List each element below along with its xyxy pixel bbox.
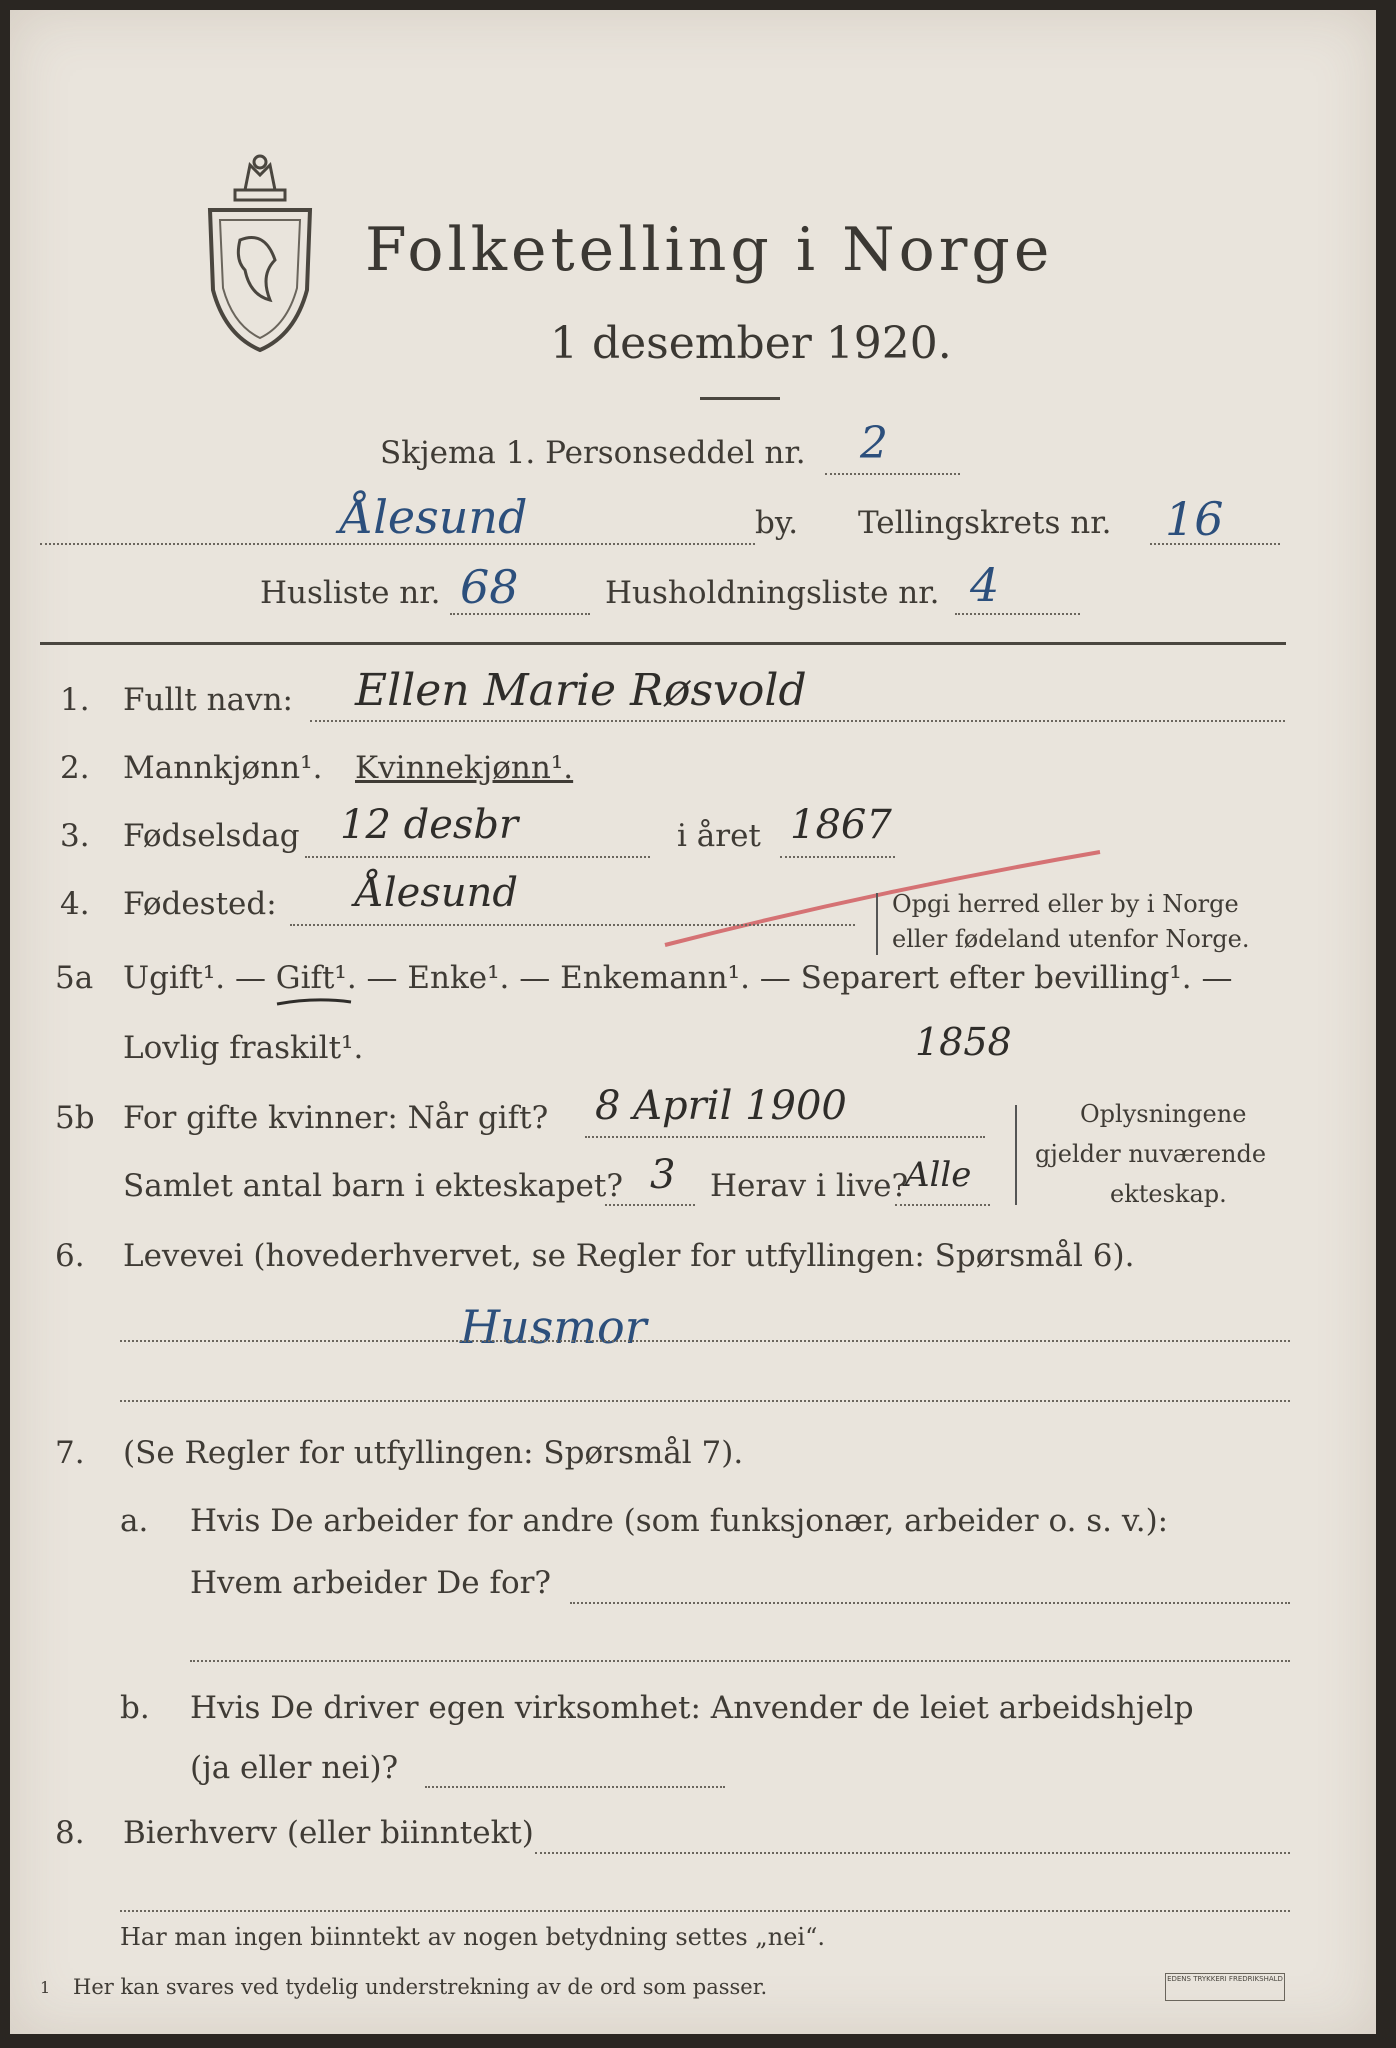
q7a-dots-2 [190,1660,1290,1662]
q6-label: Levevei (hovederhvervet, se Regler for utfyllingen: Spørsmål 6). [123,1238,1135,1274]
form-date: 1 desember 1920. [550,318,952,369]
gift-underline [275,995,355,1009]
q3-dots [305,856,650,858]
q7a-dots-1 [570,1602,1290,1604]
husholdningsliste-dots [955,613,1080,615]
q8-dots-2 [120,1910,1290,1912]
q3-year: 1867 [790,802,892,848]
q4-note-1: Opgi herred eller by i Norge [892,890,1239,918]
q8-number: 8. [55,1815,85,1851]
printer-stamp: EDENS TRYKKERI FREDRIKSHALD [1165,1973,1285,2001]
q2-kvinnekjonn: Kvinnekjønn¹. [355,750,574,786]
q5b-note-1: Oplysningene [1080,1100,1247,1128]
title-divider [700,397,780,400]
q5b-brace [1015,1105,1017,1205]
q6-number: 6. [55,1238,85,1274]
q5b-correction: 1858 [915,1020,1012,1064]
q7-label: (Se Regler for utfyllingen: Spørsmål 7). [123,1435,744,1471]
q3-value: 12 desbr [340,802,519,848]
by-value: Ålesund [340,490,528,544]
header-rule [40,642,1286,645]
q6-value: Husmor [460,1300,647,1354]
skjema-label: Skjema 1. Personseddel nr. [380,435,806,471]
by-label: by. [755,505,799,541]
q3-number: 3. [60,818,90,854]
q5b-note-2: gjelder nuværende [1035,1140,1267,1168]
q5b-value: 8 April 1900 [595,1083,847,1129]
q5b-children-dots [605,1204,695,1206]
q4-number: 4. [60,886,90,922]
q4-label: Fødested: [123,886,277,922]
q8-label: Bierhverv (eller biinntekt) [123,1815,534,1851]
q4-brace [876,893,878,955]
tellingskrets-nr: 16 [1165,492,1224,546]
personseddel-nr: 2 [860,418,888,469]
q7-number: 7. [55,1435,85,1471]
q5b-alive-dots [895,1204,990,1206]
q4-value: Ålesund [355,870,519,916]
q5b-children-label: Samlet antal barn i ekteskapet? [123,1168,623,1204]
q3-year-label: i året [677,818,761,854]
q5a-number: 5a [55,960,94,996]
q1-number: 1. [60,682,90,718]
q5b-note-3: ekteskap. [1110,1180,1227,1208]
q3-label: Fødselsdag [123,818,300,854]
form-title: Folketelling i Norge [365,215,1054,285]
q5b-label: For gifte kvinner: Når gift? [123,1100,549,1136]
husliste-nr: 68 [460,560,519,614]
q5b-alive: Alle [905,1155,972,1195]
q7b-text: Hvis De driver egen virksomhet: Anvender de leiet arbeidshjelp [190,1690,1194,1726]
q5b-children: 3 [650,1152,676,1198]
husholdningsliste-label: Husholdningsliste nr. [605,575,940,611]
tellingskrets-label: Tellingskrets nr. [858,505,1112,541]
q1-label: Fullt navn: [123,682,293,718]
footnote-marker: 1 [40,1978,51,1997]
q7b-dots [425,1786,725,1788]
q1-value: Ellen Marie Røsvold [355,665,807,716]
husliste-label: Husliste nr. [260,575,441,611]
q8-dots-1 [535,1852,1290,1854]
q8-note: Har man ingen biinntekt av nogen betydning settes „nei“. [120,1923,825,1951]
q2-number: 2. [60,750,90,786]
q7a-number: a. [120,1503,149,1539]
q1-dots [310,720,1285,722]
census-form-page [10,10,1376,2034]
q5a-text: Ugift¹. — Gift¹. — Enke¹. — Enkemann¹. — Separert efter bevilling¹. — [123,960,1233,996]
coat-of-arms-icon [195,150,325,360]
q7a-text-2: Hvem arbeider De for? [190,1565,552,1601]
q6-dots-2 [120,1400,1290,1402]
q4-dots [290,924,855,926]
personseddel-dots [825,473,960,475]
q2-mannkjonn: Mannkjønn¹. [123,750,323,786]
q7a-text: Hvis De arbeider for andre (som funksjonær, arbeider o. s. v.): [190,1503,1169,1539]
footnote-text: Her kan svares ved tydelig understrekning av de ord som passer. [73,1975,768,1999]
q5b-dots [585,1136,985,1138]
q7b-text-2: (ja eller nei)? [190,1750,399,1786]
q5b-alive-label: Herav i live? [710,1168,909,1204]
q5b-number: 5b [55,1100,95,1136]
q6-dots-1 [120,1340,1290,1342]
q7b-number: b. [120,1690,150,1726]
husholdningsliste-nr: 4 [970,558,1000,612]
q4-note-2: eller fødeland utenfor Norge. [892,925,1250,953]
q5a-text-2: Lovlig fraskilt¹. [123,1030,364,1066]
